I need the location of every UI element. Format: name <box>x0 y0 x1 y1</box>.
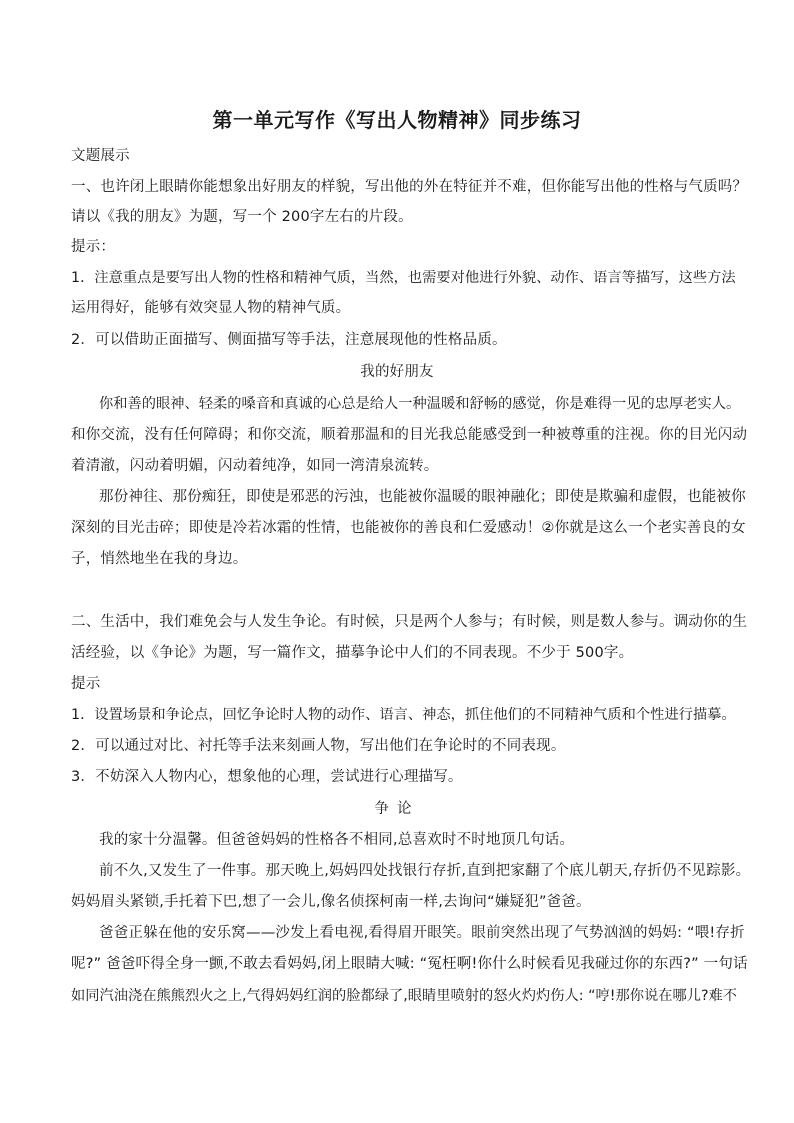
tip-1-2: 2．可以借助正面描写、侧面描写等手法，注意展现他的性格品质。 <box>71 332 507 348</box>
tip-2-2: 2．可以通过对比、衬托等手法来刻画人物，写出他们在争论时的不同表现。 <box>71 738 566 754</box>
question-1-line-2: 请以《我的朋友》为题，写一个 200字左右的片段。 <box>71 209 413 225</box>
section-label: 文题展示 <box>71 148 130 164</box>
essay-2-p1: 我的家十分温馨。但爸爸妈妈的性格各不相同,总喜欢时不时地顶几句话。 <box>99 832 575 848</box>
question-1-line-1: 一、也许闭上眼睛你能想象出好朋友的样貌，写出他的外在特征并不难，但你能写出他的性格与气质吗？ <box>71 179 748 195</box>
essay-1-p2-line-2: 深刻的目光击碎；即使是冷若冰霜的性情，也能被你的善良和仁爱感动！②你就是这么一个老实善良的女 <box>71 520 746 536</box>
essay-1-p1-line-3: 着清澈，闪动着明媚，闪动着纯净，如同一湾清泉流转。 <box>71 458 439 474</box>
tip-1-1-line-1: 1．注意重点是要写出人物的性格和精神气质，当然，也需要对他进行外貌、动作、语言等描写，这些方法 <box>71 270 736 286</box>
essay-1-title: 我的好朋友 <box>360 364 434 380</box>
essay-2-p3-line-2: 呢?” 爸爸吓得全身一颤,不敢去看妈妈,闭上眼睛大喊: “冤枉啊!你什么时候看见我碰过你的东西?” 一句话 <box>71 956 748 972</box>
essay-2-title: 争论 <box>374 801 420 817</box>
essay-1-p2-line-1: 那份神往、那份痴狂，即使是邪恶的污浊，也能被你温暖的眼神融化；即使是欺骗和虚假，也能被你 <box>99 489 746 505</box>
tip-2-3: 3．不妨深入人物内心，想象他的心理，尝试进行心理描写。 <box>71 769 463 785</box>
essay-1-p1-line-1: 你和善的眼神、轻柔的嗓音和真诚的心总是给人一种温暖和舒畅的感觉，你是难得一见的忠厚老实人。 <box>99 396 741 412</box>
essay-2-p2-line-2: 妈妈眉头紧锁,手托着下巴,想了一会儿,像名侦探柯南一样,去询问“嫌疑犯”爸爸。 <box>71 894 591 910</box>
tips-2-label: 提示 <box>71 676 101 692</box>
tip-1-1-line-2: 运用得好，能够有效突显人物的精神气质。 <box>71 300 351 316</box>
page-title: 第一单元写作《写出人物精神》同步练习 <box>212 108 582 132</box>
question-2-line-2: 活经验，以《争论》为题，写一篇作文，描摹争论中人们的不同表现。不少于 500字。 <box>71 645 634 661</box>
essay-1-p1-line-2: 和你交流，没有任何障碍；和你交流，顺着那温和的目光我总能感受到一种被尊重的注视。你的目光闪动 <box>71 427 748 443</box>
question-2-line-1: 二、生活中，我们难免会与人发生争论。有时候，只是两个人参与；有时候，则是数人参与。调动你的生 <box>71 614 748 630</box>
essay-2-p2-line-1: 前不久,又发生了一件事。那天晚上,妈妈四处找银行存折,直到把家翻了个底儿朝天,存折仍不见踪影。 <box>99 863 751 879</box>
essay-1-p2-line-3: 子，悄然地坐在我的身边。 <box>71 551 248 567</box>
essay-2-p3-line-1: 爸爸正躲在他的安乐窝——沙发上看电视,看得眉开眼笑。眼前突然出现了气势汹汹的妈妈: “喂!存折 <box>99 925 745 941</box>
tips-1-label: 提示： <box>71 239 116 255</box>
tip-2-1: 1．设置场景和争论点，回忆争论时人物的动作、语言、神态，抓住他们的不同精神气质和个性进行描摹。 <box>71 707 736 723</box>
essay-2-p3-line-3: 如同汽油浇在熊熊烈火之上,气得妈妈红润的脸都绿了,眼睛里喷射的怒火灼灼伤人: “哼!那你说在哪儿?难不 <box>71 988 738 1004</box>
